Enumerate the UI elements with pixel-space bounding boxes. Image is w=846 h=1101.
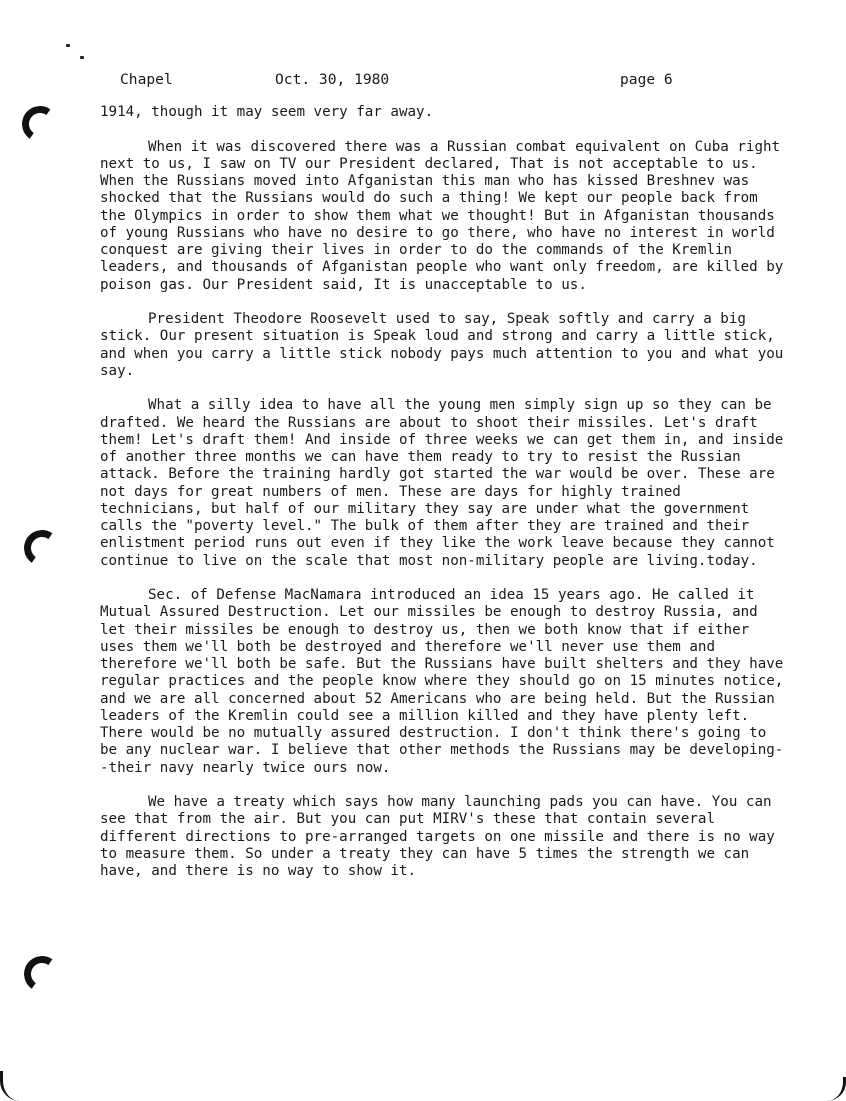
document-body	[100, 104, 790, 898]
page-header	[0, 71, 846, 91]
paragraph: President Theodore Roosevelt used to say, Speak softly and carry a big stick. Our present situation is Speak loud and strong and carry a little stick, and when you carry a little stick nobody pays much attention to you and what you say.	[100, 311, 784, 379]
hole-punch-mark	[21, 527, 63, 569]
paragraph: When it was discovered there was a Russian combat equivalent on Cuba right next to us, I saw on TV our President declared, That is not acceptable to us. When the Russians moved into Afganistan this man who has kissed Breshnev was shocked that the Russians would do such a thing! We kept our people back from the Olympics in order to show them what we thought! But in Afganistan thousands of young Russians who have no desire to go there, who have no interest in world conquest are giving their lives in order to do the commands of the Kremlin leaders, and thousands of Afganistan people who want only freedom, are killed by poison gas. Our President said, It is unacceptable to us.	[100, 138, 784, 293]
header-name: Chapel	[120, 71, 173, 88]
ink-speck	[80, 56, 84, 59]
page-corner-curl	[0, 1071, 23, 1101]
page-corner-curl	[827, 1077, 846, 1101]
hole-punch-mark	[19, 103, 61, 145]
header-date: Oct. 30, 1980	[275, 71, 390, 88]
paragraph: What a silly idea to have all the young men simply sign up so they can be drafted. We heard the Russians are about to shoot their missiles. Let's draft them! Let's draft them! And inside of three weeks we can get them in, and inside of another three months we can have them ready to try to resist the Russian attack. Before the training hardly got started the war would be over. These are not days for great numbers of men. These are days for highly trained technicians, but half of our military they say are under what the government calls the "poverty level." The bulk of them after they are trained and their enlistment period runs out even if they like the work leave because they cannot continue to live on the scale that most non-military people are living.today.	[100, 397, 784, 569]
header-page-number: page 6	[620, 71, 673, 88]
paragraph: Sec. of Defense MacNamara introduced an idea 15 years ago. He called it Mutual Assured Destruction. Let our missiles be enough to destroy Russia, and let their missiles be enough to destroy us, then we both know that if either uses them we'll both be destroyed and therefore we'll never use them and therefore we'll both be safe. But the Russians have built shelters and they have regular practices and the people know where they should go on 15 minutes notice, and we are all concerned about 52 Americans who are being held. But the Russian leaders of the Kremlin could see a million killed and they have plenty left. There would be no mutually assured destruction. I don't think there's going to be any nuclear war. I believe that other methods the Russians may be developing--their navy nearly twice ours now.	[100, 587, 784, 776]
paragraph: 1914, though it may seem very far away.	[100, 104, 434, 120]
ink-speck	[66, 44, 70, 47]
hole-punch-mark	[21, 953, 63, 995]
paragraph: We have a treaty which says how many launching pads you can have. You can see that from the air. But you can put MIRV's these that contain several different directions to pre-arranged targets on one missile and there is no way to measure them. So under a treaty they can have 5 times the strength we can have, and there is no way to show it.	[100, 794, 775, 879]
